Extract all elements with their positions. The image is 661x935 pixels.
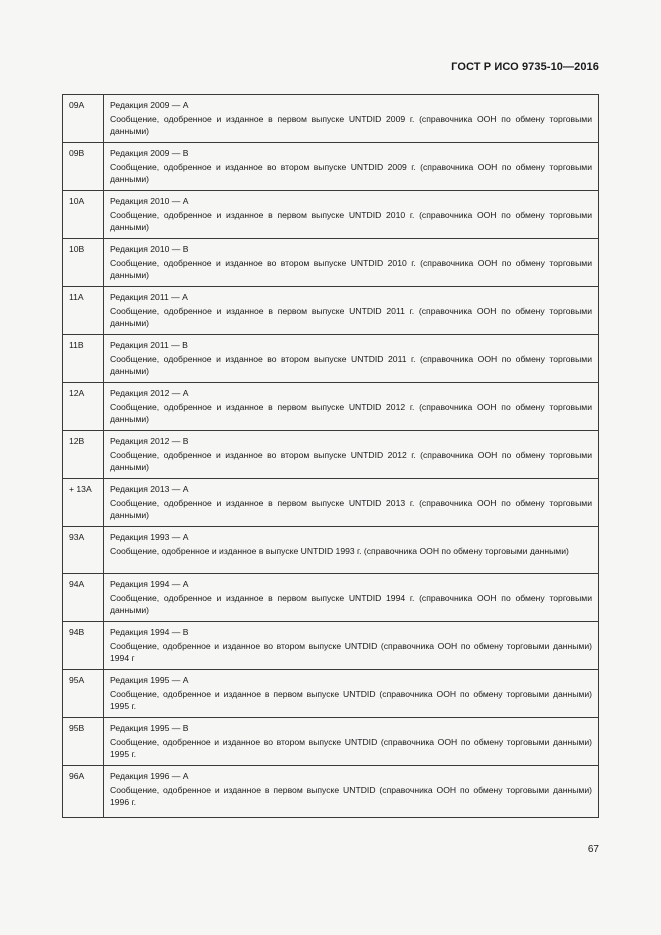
row-code: 09A (63, 95, 104, 143)
row-content (104, 479, 599, 527)
revision-codes-table (62, 94, 599, 818)
table-row (63, 766, 599, 818)
row-code: 94B (63, 622, 104, 670)
row-content (104, 335, 599, 383)
row-code: + 13A (63, 479, 104, 527)
table-body (63, 95, 599, 818)
row-description: Сообщение, одобренное и изданное в первом выпуске UNTDID 2012 г. (справочника ООН по обмену торговыми данными) (110, 402, 592, 424)
row-description: Сообщение, одобренное и изданное во втором выпуске UNTDID 2010 г. (справочника ООН по обмену торговыми данными) (110, 258, 592, 280)
table-row (63, 622, 599, 670)
row-title: Редакция 1994 — B (110, 627, 189, 637)
table-row (63, 335, 599, 383)
row-description: Сообщение, одобренное и изданное в первом выпуске UNTDID 2009 г. (справочника ООН по обмену торговыми данными) (110, 114, 592, 136)
row-content (104, 527, 599, 574)
row-description: Сообщение, одобренное и изданное в выпуске UNTDID 1993 г. (справочника ООН по обмену торговыми данными) (110, 546, 569, 556)
row-description: Сообщение, одобренное и изданное во втором выпуске UNTDID (справочника ООН по обмену торговыми данными) 1995 г. (110, 737, 592, 759)
row-title: Редакция 2012 — B (110, 436, 189, 446)
row-code: 12A (63, 383, 104, 431)
table-row (63, 143, 599, 191)
row-code: 12B (63, 431, 104, 479)
table-row (63, 574, 599, 622)
row-content (104, 383, 599, 431)
row-code: 11A (63, 287, 104, 335)
row-description: Сообщение, одобренное и изданное во втором выпуске UNTDID 2012 г. (справочника ООН по обмену торговыми данными) (110, 450, 592, 472)
row-title: Редакция 2009 — A (110, 100, 189, 110)
table-row (63, 95, 599, 143)
row-description: Сообщение, одобренное и изданное в первом выпуске UNTDID 2011 г. (справочника ООН по обмену торговыми данными) (110, 306, 592, 328)
row-code: 10A (63, 191, 104, 239)
row-title: Редакция 2011 — A (110, 292, 188, 302)
row-content (104, 622, 599, 670)
page-number: 67 (587, 844, 599, 855)
table-row (63, 670, 599, 718)
row-title: Редакция 2010 — A (110, 196, 189, 206)
row-content (104, 574, 599, 622)
row-content (104, 239, 599, 287)
row-content (104, 287, 599, 335)
row-description: Сообщение, одобренное и изданное в первом выпуске UNTDID 2013 г. (справочника ООН по обмену торговыми данными) (110, 498, 592, 520)
row-code: 93A (63, 527, 104, 574)
row-content (104, 95, 599, 143)
table-row (63, 718, 599, 766)
row-code: 10B (63, 239, 104, 287)
table-row (63, 287, 599, 335)
row-description: Сообщение, одобренное и изданное во втором выпуске UNTDID 2009 г. (справочника ООН по обмену торговыми данными) (110, 162, 592, 184)
table-row (63, 239, 599, 287)
row-description: Сообщение, одобренное и изданное в первом выпуске UNTDID (справочника ООН по обмену торговыми данными) 1996 г. (110, 785, 592, 807)
row-code: 96A (63, 766, 104, 818)
document-header: ГОСТ Р ИСО 9735-10—2016 (451, 61, 599, 73)
row-content (104, 143, 599, 191)
row-description: Сообщение, одобренное и изданное во втором выпуске UNTDID 2011 г. (справочника ООН по обмену торговыми данными) (110, 354, 592, 376)
row-description: Сообщение, одобренное и изданное в первом выпуске UNTDID 2010 г. (справочника ООН по обмену торговыми данными) (110, 210, 592, 232)
row-content (104, 670, 599, 718)
row-title: Редакция 2010 — B (110, 244, 189, 254)
row-description: Сообщение, одобренное и изданное в первом выпуске UNTDID (справочника ООН по обмену торговыми данными) 1995 г. (110, 689, 592, 711)
row-description: Сообщение, одобренное и изданное в первом выпуске UNTDID 1994 г. (справочника ООН по обмену торговыми данными) (110, 593, 592, 615)
table-row (63, 479, 599, 527)
table-row (63, 527, 599, 574)
row-title: Редакция 2013 — A (110, 484, 189, 494)
row-content (104, 431, 599, 479)
row-title: Редакция 1996 — A (110, 771, 189, 781)
row-content (104, 191, 599, 239)
row-title: Редакция 1994 — A (110, 579, 189, 589)
row-title: Редакция 2009 — B (110, 148, 189, 158)
row-title: Редакция 1995 — B (110, 723, 189, 733)
row-code: 95A (63, 670, 104, 718)
row-code: 11B (63, 335, 104, 383)
table-row (63, 383, 599, 431)
row-title: Редакция 1995 — A (110, 675, 189, 685)
row-code: 95B (63, 718, 104, 766)
row-code: 94A (63, 574, 104, 622)
row-content (104, 766, 599, 818)
table-row (63, 191, 599, 239)
row-content (104, 718, 599, 766)
row-title: Редакция 1993 — A (110, 532, 189, 542)
row-code: 09B (63, 143, 104, 191)
row-description: Сообщение, одобренное и изданное во втором выпуске UNTDID (справочника ООН по обмену торговыми данными) 1994 г (110, 641, 592, 663)
row-title: Редакция 2012 — A (110, 388, 189, 398)
table-row (63, 431, 599, 479)
row-title: Редакция 2011 — B (110, 340, 188, 350)
